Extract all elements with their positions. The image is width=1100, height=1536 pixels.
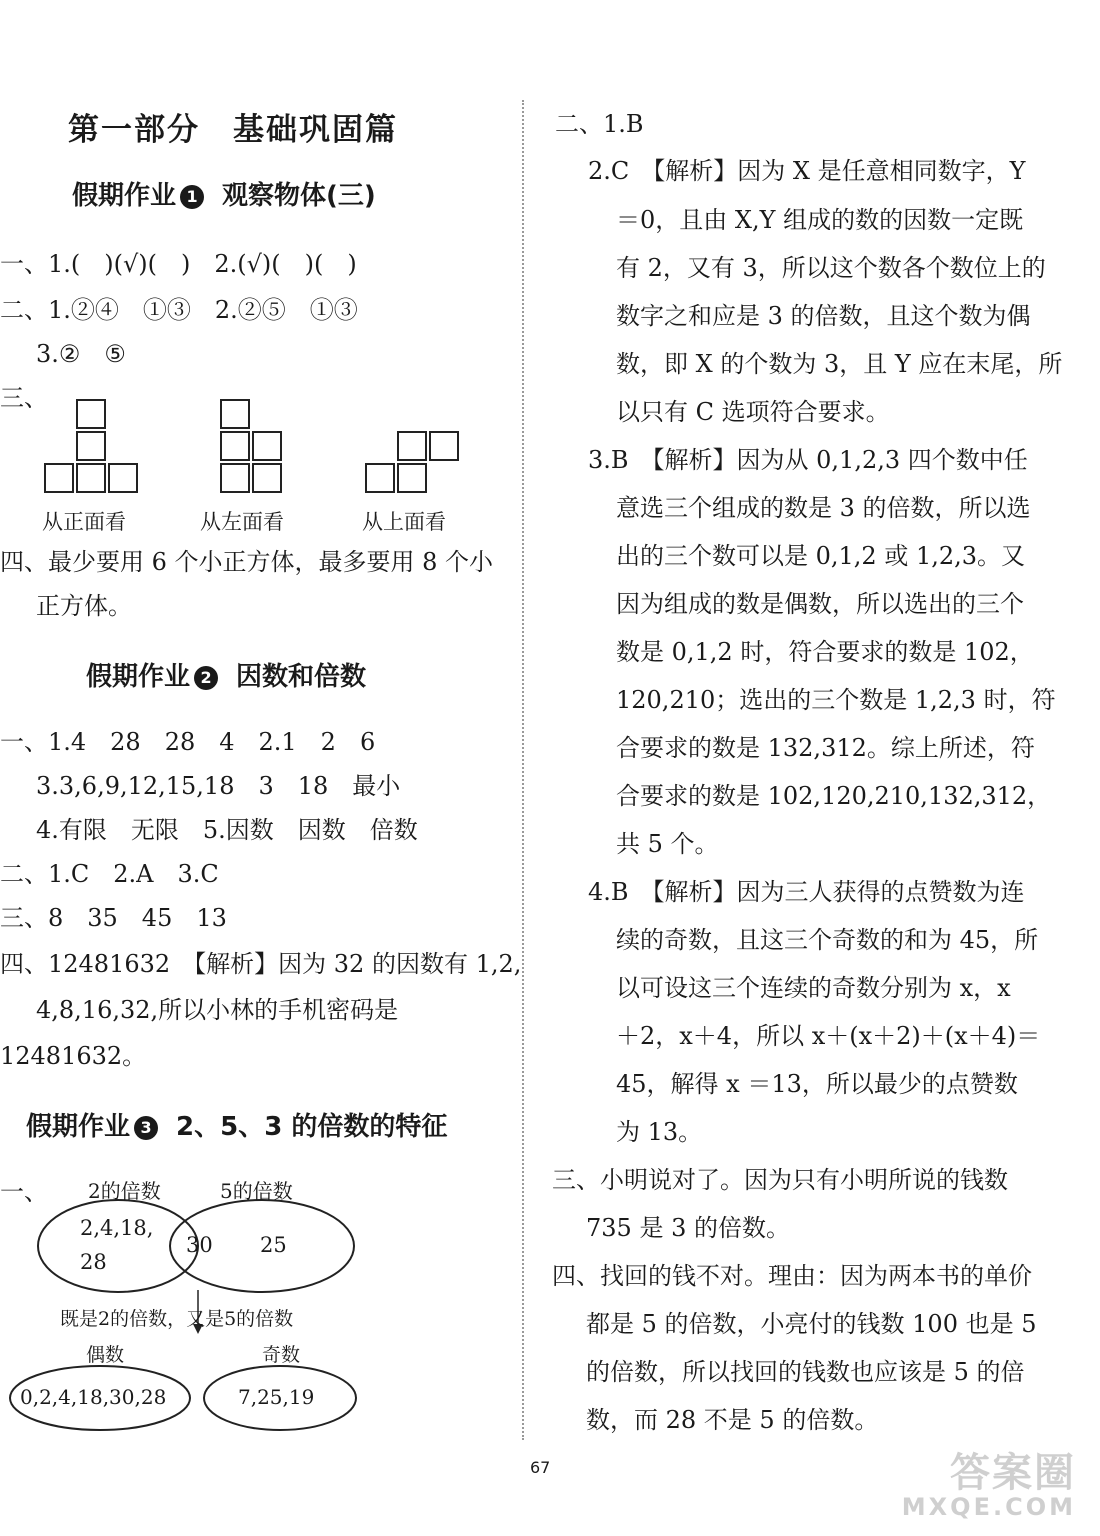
watermark-top: 答案圈 xyxy=(950,1450,1076,1496)
section-1-number: 1 xyxy=(180,185,204,209)
r-line-15: 合要求的数是 102,120,210,132,312， xyxy=(616,782,1052,810)
r-line-14: 合要求的数是 132,312。综上所述，符 xyxy=(616,734,1035,762)
r-line-5: 数字之和应是 3 的倍数，且这个数为偶 xyxy=(616,302,1031,330)
venn-label-2: 2的倍数 xyxy=(88,1179,161,1203)
r-line-2: 2.C 【解析】因为 X 是任意相同数字，Y xyxy=(588,157,1026,185)
s3-q1-label: 一、 xyxy=(0,1178,48,1206)
venn-left-b: 28 xyxy=(80,1250,107,1274)
s1-q2a: 二、1.②④ ①③ 2.②⑤ ①③ xyxy=(0,296,358,324)
venn-both-note: 既是2的倍数，又是5的倍数 xyxy=(60,1308,294,1330)
r-line-11: 因为组成的数是偶数，所以选出的三个 xyxy=(616,590,1024,618)
column-divider xyxy=(522,100,524,1440)
part-title: 第一部分 基础巩固篇 xyxy=(68,112,398,148)
r-line-28: 数，而 28 不是 5 的倍数。 xyxy=(586,1406,879,1434)
r-line-9: 意选三个组成的数是 3 的倍数，所以选 xyxy=(616,494,1031,522)
page-number: 67 xyxy=(530,1458,551,1477)
r-line-13: 120,210；选出的三个数是 1,2,3 时，符 xyxy=(616,686,1056,714)
section-3-title-prefix: 假期作业 xyxy=(26,1112,131,1142)
section-2-title-prefix: 假期作业 xyxy=(86,662,191,692)
odd-values: 7,25,19 xyxy=(238,1385,315,1409)
even-values: 0,2,4,18,30,28 xyxy=(20,1385,167,1409)
section-2-title-text: 因数和倍数 xyxy=(236,662,367,692)
s2-l5: 三、8 35 45 13 xyxy=(0,904,227,932)
s2-l3: 4.有限 无限 5.因数 因数 倍数 xyxy=(36,816,418,844)
s2-l2: 3.3,6,9,12,15,18 3 18 最小 xyxy=(36,772,401,800)
section-2-title xyxy=(86,656,366,693)
r-line-20: ＋2，x＋4，所以 x＋(x＋2)＋(x＋4)＝ xyxy=(616,1022,1041,1050)
r-line-7: 以只有 C 选项符合要求。 xyxy=(616,398,890,426)
r-line-6: 数，即 X 的个数为 3，且 Y 应在末尾，所 xyxy=(616,350,1063,378)
s1-q3-label: 三、 xyxy=(0,384,48,412)
r-line-18: 续的奇数，且这三个奇数的和为 45，所 xyxy=(616,926,1039,954)
view-caption-top: 从上面看 xyxy=(362,510,446,534)
venn-left-a: 2,4,18, xyxy=(80,1216,154,1240)
view-caption-left: 从左面看 xyxy=(200,510,284,534)
r-line-25: 四、找回的钱不对。理由：因为两本书的单价 xyxy=(552,1262,1032,1290)
section-2-number: 2 xyxy=(194,666,218,690)
section-1-title xyxy=(72,175,376,212)
r-line-22: 为 13。 xyxy=(616,1118,703,1146)
r-line-24: 735 是 3 的倍数。 xyxy=(586,1214,790,1242)
r-line-19: 以可设这三个连续的奇数分别为 x，x xyxy=(616,974,1011,1002)
r-line-12: 数是 0,1,2 时，符合要求的数是 102， xyxy=(616,638,1034,666)
watermark xyxy=(901,1441,1076,1526)
s2-l6: 四、12481632 【解析】因为 32 的因数有 1,2, xyxy=(0,950,522,978)
section-3-title-text: 2、5、3 的倍数的特征 xyxy=(176,1112,448,1142)
venn-right: 25 xyxy=(260,1233,287,1257)
section-3-number: 3 xyxy=(134,1116,158,1140)
odd-label: 奇数 xyxy=(262,1344,301,1366)
r-line-3: ＝0，且由 X,Y 组成的数的因数一定既 xyxy=(616,206,1024,234)
r-line-8: 3.B 【解析】因为从 0,1,2,3 四个数中任 xyxy=(588,446,1028,474)
s2-l8: 12481632。 xyxy=(0,1042,147,1070)
r-line-17: 4.B 【解析】因为三人获得的点赞数为连 xyxy=(588,878,1025,906)
r-line-23: 三、小明说对了。因为只有小明所说的钱数 xyxy=(552,1166,1008,1194)
s1-q2b: 3.② ⑤ xyxy=(36,340,126,368)
s1-q4a: 四、最少要用 6 个小正方体，最多要用 8 个小 xyxy=(0,548,494,576)
watermark-bottom: MXQE.COM xyxy=(901,1493,1076,1521)
r-line-1: 二、1.B xyxy=(555,110,644,138)
venn-center: 30 xyxy=(186,1233,213,1257)
r-line-27: 的倍数，所以找回的钱数也应该是 5 的倍 xyxy=(586,1358,1025,1386)
s1-q4b: 正方体。 xyxy=(36,592,132,620)
r-line-10: 出的三个数可以是 0,1,2 或 1,2,3。又 xyxy=(616,542,1026,570)
section-3-title xyxy=(26,1106,447,1143)
section-1-title-prefix: 假期作业 xyxy=(72,181,177,211)
s2-l1: 一、1.4 28 28 4 2.1 2 6 xyxy=(0,728,376,756)
s1-q1: 一、1.( )(√)( ) 2.(√)( )( ) xyxy=(0,250,357,278)
even-label: 偶数 xyxy=(86,1344,125,1366)
s2-l4: 二、1.C 2.A 3.C xyxy=(0,860,219,888)
s2-l7: 4,8,16,32,所以小林的手机密码是 xyxy=(36,996,399,1024)
view-caption-front: 从正面看 xyxy=(42,510,126,534)
section-1-title-text: 观察物体(三) xyxy=(222,181,376,211)
r-line-16: 共 5 个。 xyxy=(616,830,719,858)
venn-label-5: 5的倍数 xyxy=(220,1179,293,1203)
venn-circle-2 xyxy=(38,1200,198,1292)
r-line-21: 45，解得 x ＝13，所以最少的点赞数 xyxy=(616,1070,1018,1098)
r-line-4: 有 2，又有 3，所以这个数各个数位上的 xyxy=(616,254,1046,282)
r-line-26: 都是 5 的倍数，小亮付的钱数 100 也是 5 xyxy=(586,1310,1037,1338)
